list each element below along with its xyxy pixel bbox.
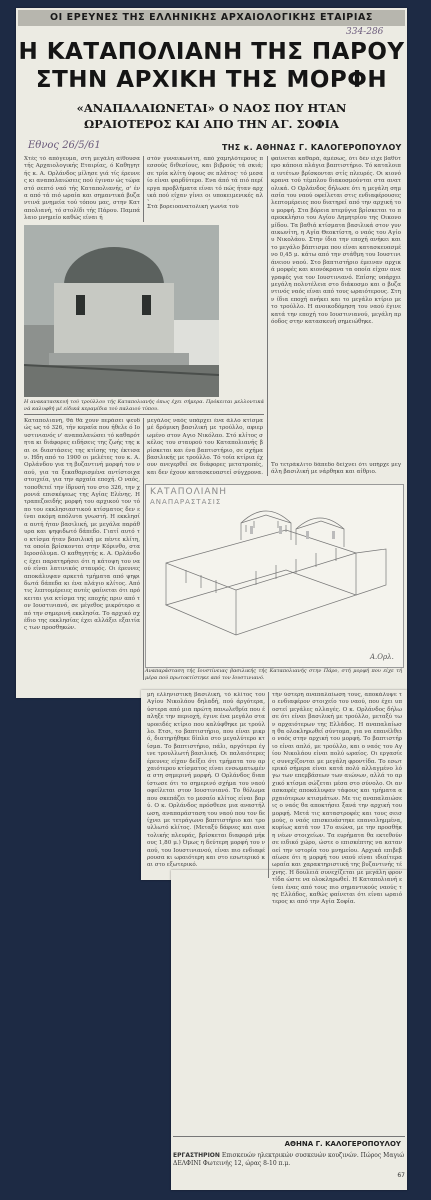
article-column-5: Καταπολιανή, θά θά χουν περάσει ψευδώς ως τό 326, τήν κεραία που ήθελε ό Ιουστινιανός ν' αναπαλαιώσει τό καθαρότητα κι διάφορες ειδήσεις της ζωής της και οι διαστάσεις της κτίσης της έκτισαν. Ηδη από το 1900 οι μελέτες του κ. Α. Ορλάνδου για τη βυζαντινή μορφή του ναού, για τα ξεκαθαρισμένα αντίστοιχα στοιχεία, για την αρχαία εποχή. Ο ναός, τοποθετεί την ίδρυσή του στο 326, την χρονιά επισκέψεως της Αγίας Ελένης. Η τραπεζοειδής μορφή του αρχικού τον τόπο του εκκλησιαστικού κτίσματος δεν είναι ακόμη απόλυτα γνωστή. Η εκκλησία αυτή ήταν βασιλική, με μεγάλα παράθυρα και ψηφιδωτό δάπεδο. Γιατί αυτό το κτίσμα ήταν βασιλική με πέντε κλίτη, τα οποία βρίσκονται στην Κόρινθο, στα Ιεροσόλυμα. Ο καθηγητής κ. Α. Ορλάνδος έχει παρατηρήσει ότι η κάτοψη του ναού είναι λατινικός σταυρός. Οι έρευνες αποκάλυψαν αρκετά τμήματα από ψηφιδωτά δάπεδα κι ένα πλάγιο κλίτος. Από τις λεπτομέρειες αυτές φαίνεται ότι πρόκειται για κτίσμα της εποχής πριν από τον Ιουστινιανό, σε μέγεθος μικρότερο από την σημερινή εκκλησία. Το αρχικό σχέδιο της εκκλησίας έχει αλλάξει εξαιτίας των προσθηκών. — [24, 418, 140, 632]
reconstruction-drawing — [145, 484, 404, 668]
footer — [173, 1140, 405, 1168]
byline: ΤΗΣ κ. ΑΘΗΝΑΣ Γ. ΚΑΛΟΓΕΡΟΠΟΥΛΟΥ — [222, 143, 402, 152]
photo-caption: Η ανακατασκευή τού τρούλλου τής Καταπολιανής όπως έχει σήμερα. Πρόκειται μελλοντικά νά καλυφθή μέ είδικά κεραμίδια τού παλαιού τύπου. — [24, 399, 264, 412]
drawing-signature: Α.Ορλ. — [370, 653, 394, 661]
column-rule — [267, 156, 268, 476]
headline-line-2: ΣΤΗΝ ΑΡΧΙΚΗ ΤΗΣ ΜΟΡΦΗ — [35, 67, 388, 93]
article-column-8: μή ελληνιστική βασιλική, τό κλίτος του Αγίου Νικολάου δηλαδή, πού άργότερα, ύστερα από μια πρώτη πανωλεθρία που έπληξε την περιοχή, έγινε ένα μεγάλο σταυροειδές κτίριο που καλύφθηκε με τρούλλο. Ετσι, το βαπτιστήριο, που είναι μικρό, διατηρήθηκε δίπλα στο μεγαλύτερο κτίσμα. Το βαπτιστήριο, πάλι, αργότερα έγινε τρουλλωτή βασιλική. Οι παλαιότερες έρευνες είχαν δείξει ότι τμήματα του αρχαιότερου κτίσματος είναι ενσωματωμένα στη σημερινή μορφή. Ο Ορλάνδος διαπίστωσε ότι το σημερινό σχήμα του ναού οφείλεται στον Ιουστινιανό. Το θόλωμα που σκεπάζει το μεσαίο κλίτος είναι βαρύ. Ο κ. Ορλάνδος πρόσθεσε μια αναστήλωση, αναπαράσταση του ναού που τον δείχνει με τετράγωνο βαπτιστήριο και τρουλλωτό κλίτος. (Μεταξύ δάφνες και ανατολικής πλευράς, βρίσκεται διαφορά μήκους 1,80 μ.) Όμως η δεύτερη μορφή του ναού, του Ιουστινιανού, είναι πιο ενδιαφέρουσα κι ωραιότερη και στο εσωτερικό και στο εξωτερικό. — [147, 692, 265, 869]
column-rule — [143, 418, 144, 680]
author-signature: ΑΘΗΝΑ Γ. ΚΑΛΟΓΕΡΟΠΟΥΛΟΥ — [284, 1140, 401, 1148]
article-column-3: Στά βορειοανατολική γωνία τού — [147, 204, 239, 210]
ad-title: ΕΡΓΑΣΤΗΡΙΟΝ — [173, 1152, 220, 1159]
subhead-line-2: ΩΡΑΙΟΤΕΡΟΣ ΚΑΙ ΑΠΟ ΤΗΝ ΑΓ. ΣΟΦΙΑ — [84, 117, 339, 131]
article-column-6: μεγάλος ναός υπάρχει ένα άλλο κτίσμα μέ δρόμικη βασιλική με τρούλλο, αφιερωμένο στον Αγιο Νικόλαο. Στό κλίτος σκέλος του σταυρού του Καταπολιανής βρίσκεται και ένα βαπτιστήριο, σε σχήμα βασιλικής με τρούλλο. Τό τοία κτίρια έχουν ανεγερθεί σε διάφορες μετατροπές, και δεν έχουν κατασκευαστεί σύγχρονα. — [147, 418, 263, 476]
section-band: ΟΙ ΕΡΕΥΝΕΣ ΤΗΣ ΕΛΛΗΝΙΚΗΣ ΑΡΧΑΙΟΛΟΓΙΚΗΣ ΕΤΑΙΡΙΑΣ — [18, 10, 405, 26]
section-divider — [24, 414, 264, 415]
drawing-caption: Αναπαράσταση τής Ιουστίνειας βασιλικής τής Καταπολιανής στην Πάρο, στή μορφή που είχε τή μέρα πού πρωτοκτίστηκε από τον Ιουστινιανό. — [145, 668, 402, 681]
article-column-7: Το τετράκλιτο δάπεδο δείχνει ότι υπήρχε μεγάλη βασιλική με νάρθηκα και αίθριο. — [271, 462, 401, 476]
page-number: 67 — [397, 1172, 405, 1179]
article-column-4: φαίνεται καθαρά, άμέσως, ότι δέν είχε βαθύτερο κάποια πλάγια βαπτιστήριο. Τό καταλοιπα ιυτέτων βρίσκονται στίς πλευρές. Οι κιονόκρανα τού τέμπλου διακοσμούνται στα ανατολικά. Ο Ορλάνδος δήλωσε ότι η μεγάλη σημασία του ναού οφείλεται στις ενδιαφέρουσες λεπτομέρειες που διατηρεί από την αρχική του μορφή. Στα βόρεια πτερύγια βρίσκεται το παρεκκλήσιο του Αγίου Δημητρίου της Οικονομίδου. Τα βαθιά κτίσματα βασιλικά στον γυναικωνίτη, η Αγία Θεοκτίστη, ο ναός του Αγίου Νικολάου. Στην ίδια την εποχή ανήκει και το μεγάλο βάπτισμα που είναι κατασκευασμένο 0,45 μ. κάτω από την στάθμη του Ιουστινιάνειου ναού. Στο βαπτιστήριο έμειναν αρχικά μορφές και κιονόκρανα τα οποία είχαν αναγραφές για τον Ιουστινιανό. Επίσης υπάρχει μεγάλη πολυτέλεια στο διάκοσμο και ο βυζαντινός ναός είναι από τους ωραιότερους. Στην ίδια εποχή ανήκει και το μεγάλο κτίριο με το τρούλλο. Η ανοικοδόμηση του ναού έγινε κατά την εποχή του Ιουστινιανού, μεγάλη πρόοδος στην κατασκευή σημειώθηκε. — [271, 156, 401, 325]
headline-line-1: Η ΚΑΤΑΠΟΛΙΑΝΗ ΤΗΣ ΠΑΡΟΥ — [18, 39, 405, 65]
column-rule — [143, 156, 144, 222]
classified-ad — [173, 1152, 405, 1168]
article-column-2: στόν γυναικωνίτη, από χαμηλότερους πεσσούς διθεσίους, και βιβρούς τά σκιά; σε τρία κλίτη ύψους σε πλάτος· τό μεσαίο είναι φαρδύτερο. Ενα άπό τά πιό περίεργα προβλήματα είναι τό πώς ήταν αρχικά πού είχαν γίνει οι υποκειμενικές αλ — [147, 156, 263, 200]
ad-text: Επισκευών ηλεκτρικών συσκευών κουζινών. Πώρος Μαγιώ ΔΕΛΦΙΝΙ Φωτεινής 12, ώρας 8-10 π.μ. — [173, 1152, 405, 1167]
church-dome-photo — [24, 225, 219, 397]
archive-reference: 334-286 — [346, 27, 384, 37]
subhead-line-1: «ΑΝΑΠΑΛΑΙΩΝΕΤΑΙ» Ο ΝΑΟΣ ΠΟΥ ΗΤΑΝ — [76, 101, 347, 115]
drawing-title-line-1: ΚΑΤΑΠΟΛΙΑΝΗ — [150, 487, 228, 497]
drawing-title-line-2: ΑΝΑΠΑΡΑΣΤΑΣΙΣ — [150, 498, 222, 506]
article-column-1: Χτές τό απόγευμα, στή μεγάλη αίθουσα τής Αρχαιολογικής Εταιρίας, ό Καθηγητής κ. Α. Ορλάνδος μίλησε γιά τίς έρευνες κι αναπαλαιώσεις πού έγιναν ώς τώρα στό σεπτό ναό τής Καταπολιανής, σ' ένα από τά πιό ωραία και σημαντικά βυζαντινά μνημεία τού τόπου μας, στην Καταπολιανή, τό στολίδι τής Πάρου. Παμπάλαιο μνημείο καθώς είναι ή — [24, 156, 140, 222]
footer-divider — [173, 1136, 405, 1137]
handwritten-date: Εθνος 26/5/61 — [28, 140, 101, 151]
article-column-9: τήν ύστερη αναπαλαίωση τους, αποκάλυψε το ενδιαφέρον στοιχείο του ναού, που έχει υποστεί μεγάλες αλλαγές. Ο κ. Ορλάνδος δήλωσε ότι είναι βασιλική με τρούλλο, μεταξύ των αρχαιότερων της Ελλάδος. Η αναπαλαίωση θα ολοκληρωθεί σύντομα, για να επανέλθει ο ναός στην αρχική του μορφή. Το βαπτιστήριο είναι απλό, με τρούλλο, και ο ναός του Αγίου Νικολάου είναι πολύ ωραίος. Οι εργασίες συνεχίζονται με μεγάλη φροντίδα. Το εσωτερικό σήμερα είναι κατά πολύ αλλαγμένο λόγω των επεμβάσεων των αιώνων, αλλά το αρχικό κτίσμα σώζεται μέσα στο σύνολο. Οι ανασκαφές αποκάλυψαν τάφους και τμήματα αρχαιότερων κτισμάτων. Με τις αναπαλαιώσεις ο ναός θα αποκτήσει ξανά την αρχική του μορφή. Μετά τις καταστροφές και τους σεισμούς, ο ναός επισκευάστηκε επανειλημμένα, κυρίως κατά τον 17ο αιώνα, με την προσθήκη νέων στοιχείων. Τα ευρήματα θα εκτεθούν σε ειδικό χώρο, ώστε ο επισκέπτης να κατανοεί την ιστορία του μνημείου. Αρχικά επιβεβαίωσε ότι η μορφή του ναού είναι ιδιαίτερα ωραία και χαρακτηριστική της βυζαντινής τέχνης. Η δουλειά συνεχίζεται με μεγάλη φροντίδα ώστε να ολοκληρωθεί. Η Καταπολιανή είναι ένας από τους πιο σημαντικούς ναούς της Ελλάδος, καθώς φαίνεται ότι είναι ωραιότερος κι από την Αγία Σοφία. — [272, 692, 402, 906]
column-rule — [268, 692, 269, 878]
